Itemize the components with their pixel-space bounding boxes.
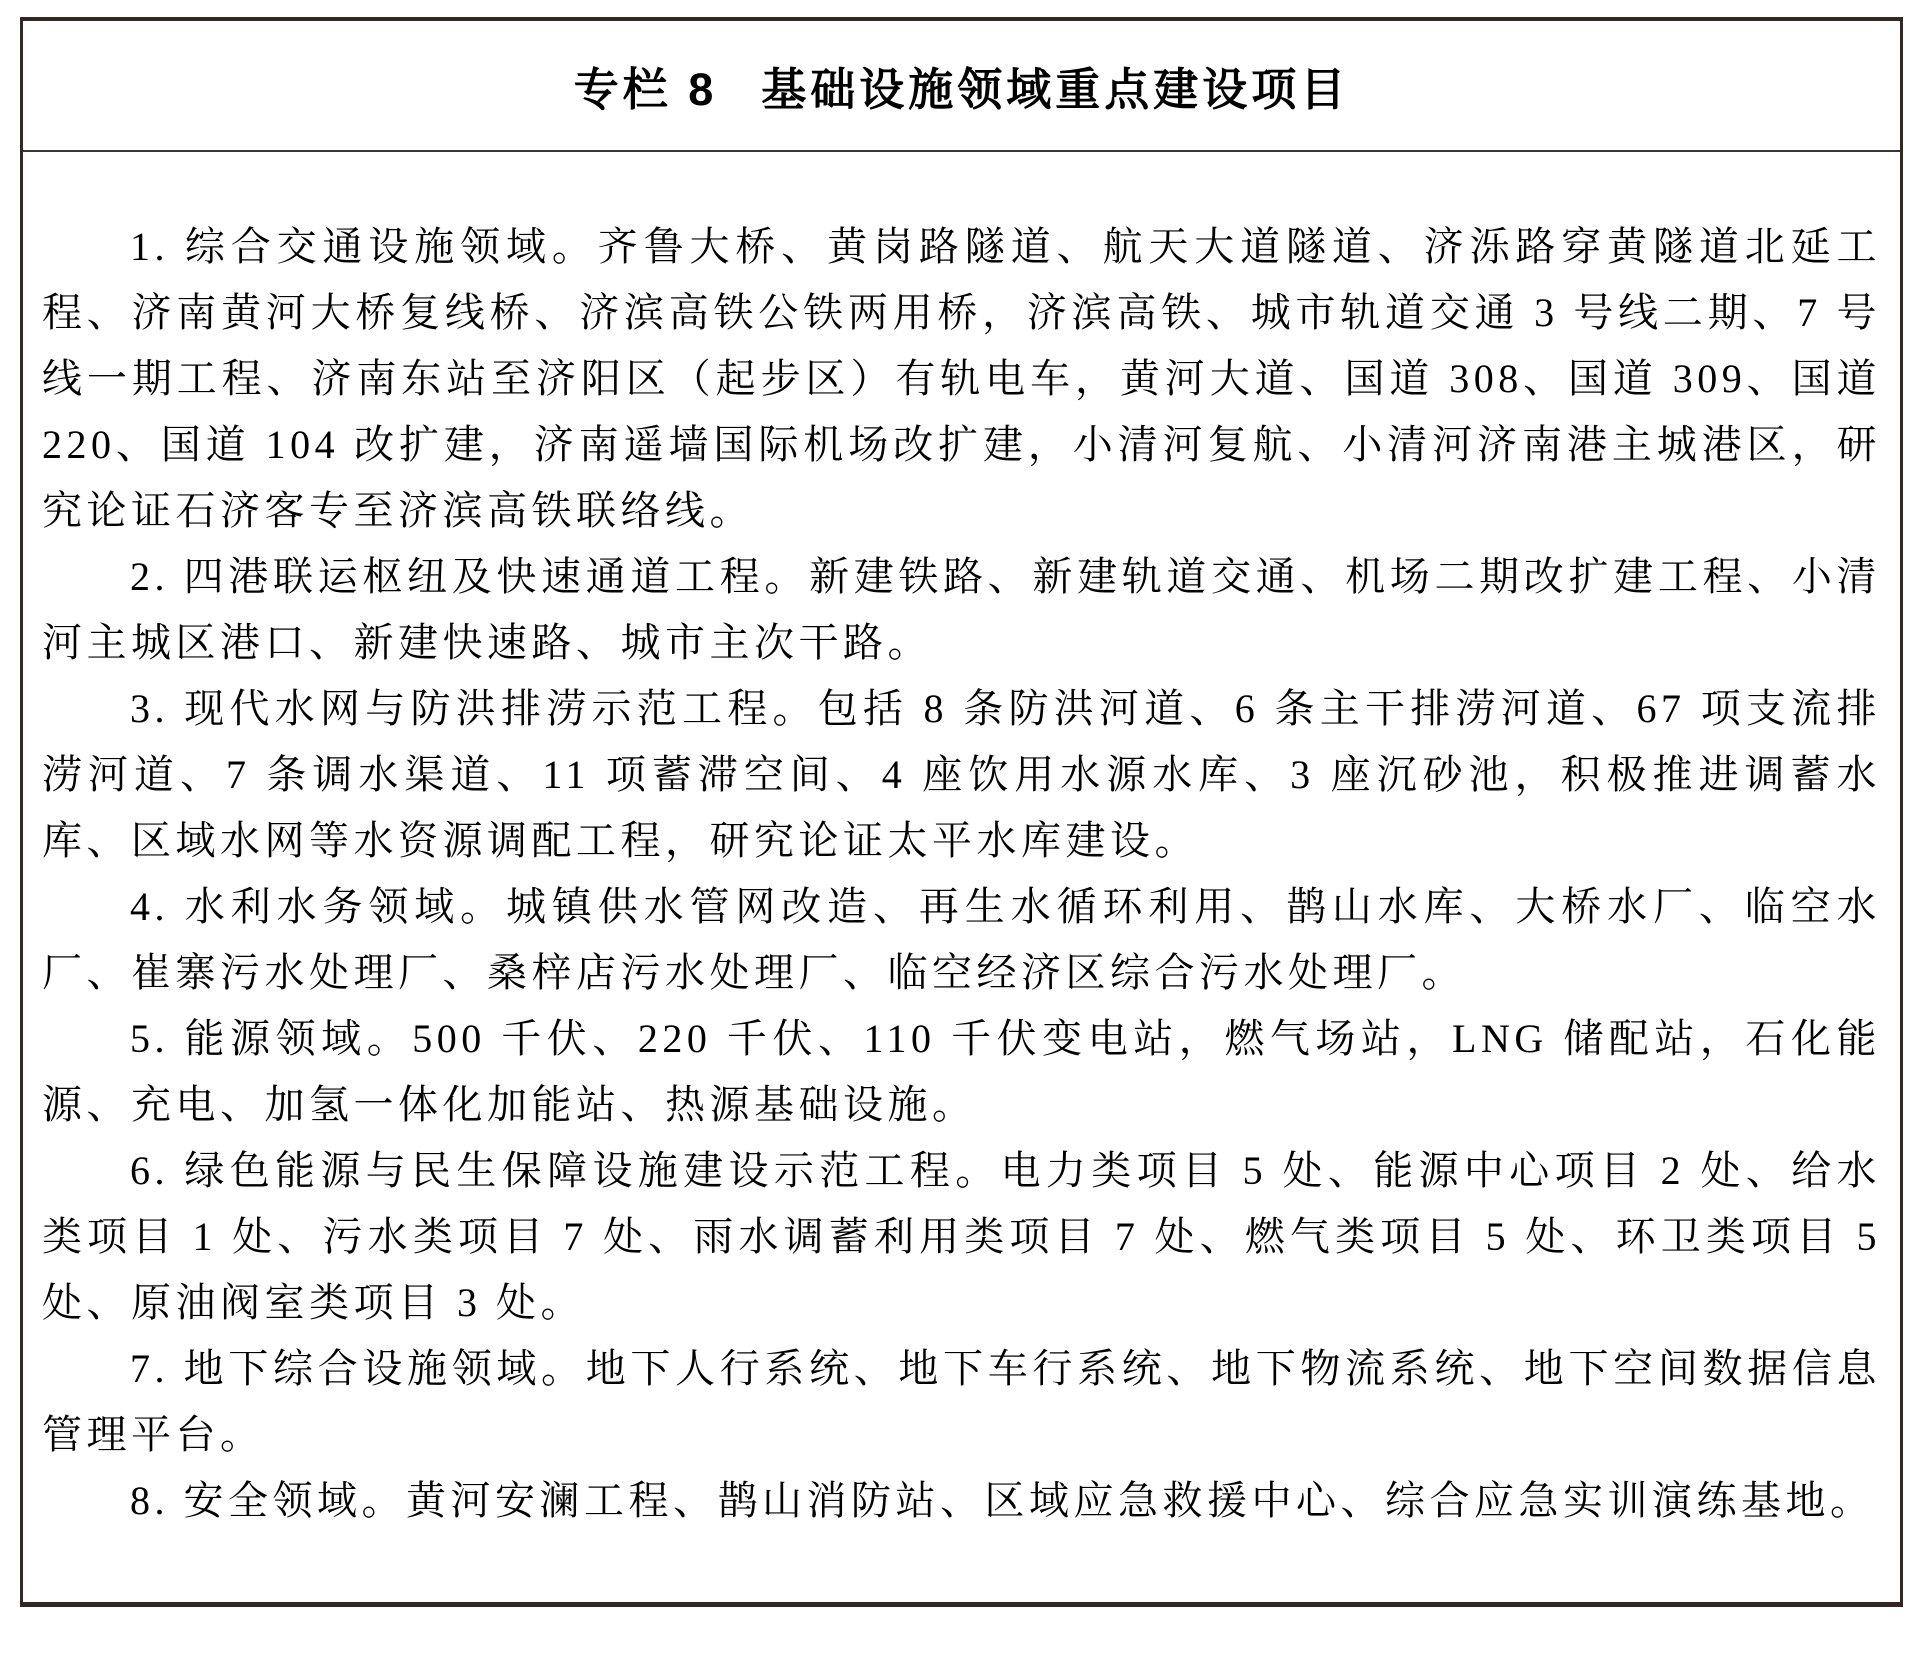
- paragraph-green-energy: 6. 绿色能源与民生保障设施建设示范工程。电力类项目 5 处、能源中心项目 2 处、给水类项目 1 处、污水类项目 7 处、雨水调蓄利用类项目 7 处、燃气类项目 5 处、环卫类项目 5 处、原油阀室类项目 3 处。: [42, 1148, 1881, 1325]
- paragraph-energy: 5. 能源领域。500 千伏、220 千伏、110 千伏变电站，燃气场站，LNG 储配站，石化能源、充电、加氢一体化加能站、热源基础设施。: [42, 1016, 1881, 1127]
- paragraph-safety: 8. 安全领域。黄河安澜工程、鹊山消防站、区域应急救援中心、综合应急实训演练基地。: [130, 1478, 1875, 1523]
- paragraph-underground: 7. 地下综合设施领域。地下人行系统、地下车行系统、地下物流系统、地下空间数据信息管理平台。: [42, 1346, 1881, 1457]
- paragraph-four-port-hub: 2. 四港联运枢纽及快速通道工程。新建铁路、新建轨道交通、机场二期改扩建工程、小清河主城区港口、新建快速路、城市主次干路。: [42, 554, 1881, 665]
- column-title: 基础设施领域重点建设项目: [761, 64, 1350, 115]
- column-label: 专栏 8: [573, 64, 718, 115]
- column-body: [23, 152, 1900, 1534]
- column-box: [20, 17, 1903, 1607]
- paragraph-water-network: 3. 现代水网与防洪排涝示范工程。包括 8 条防洪河道、6 条主干排涝河道、67 项支流排涝河道、7 条调水渠道、11 项蓄滞空间、4 座饮用水源水库、3 座沉砂池，积极推进调蓄水库、区域水网等水资源调配工程，研究论证太平水库建设。: [42, 686, 1881, 863]
- paragraph-water-utilities: 4. 水利水务领域。城镇供水管网改造、再生水循环利用、鹊山水库、大桥水厂、临空水厂、崔寨污水处理厂、桑梓店污水处理厂、临空经济区综合污水处理厂。: [42, 884, 1881, 995]
- paragraph-transport: 1. 综合交通设施领域。齐鲁大桥、黄岗路隧道、航天大道隧道、济泺路穿黄隧道北延工程、济南黄河大桥复线桥、济滨高铁公铁两用桥，济滨高铁、城市轨道交通 3 号线二期、7 号线一期工程、济南东站至济阳区（起步区）有轨电车，黄河大道、国道 308、国道 309、国道 220、国道 104 改扩建，济南遥墙国际机场改扩建，小清河复航、小清河济南港主城港区，研究论证石济客专至济滨高铁联络线。: [42, 224, 1881, 533]
- column-header: [23, 21, 1900, 152]
